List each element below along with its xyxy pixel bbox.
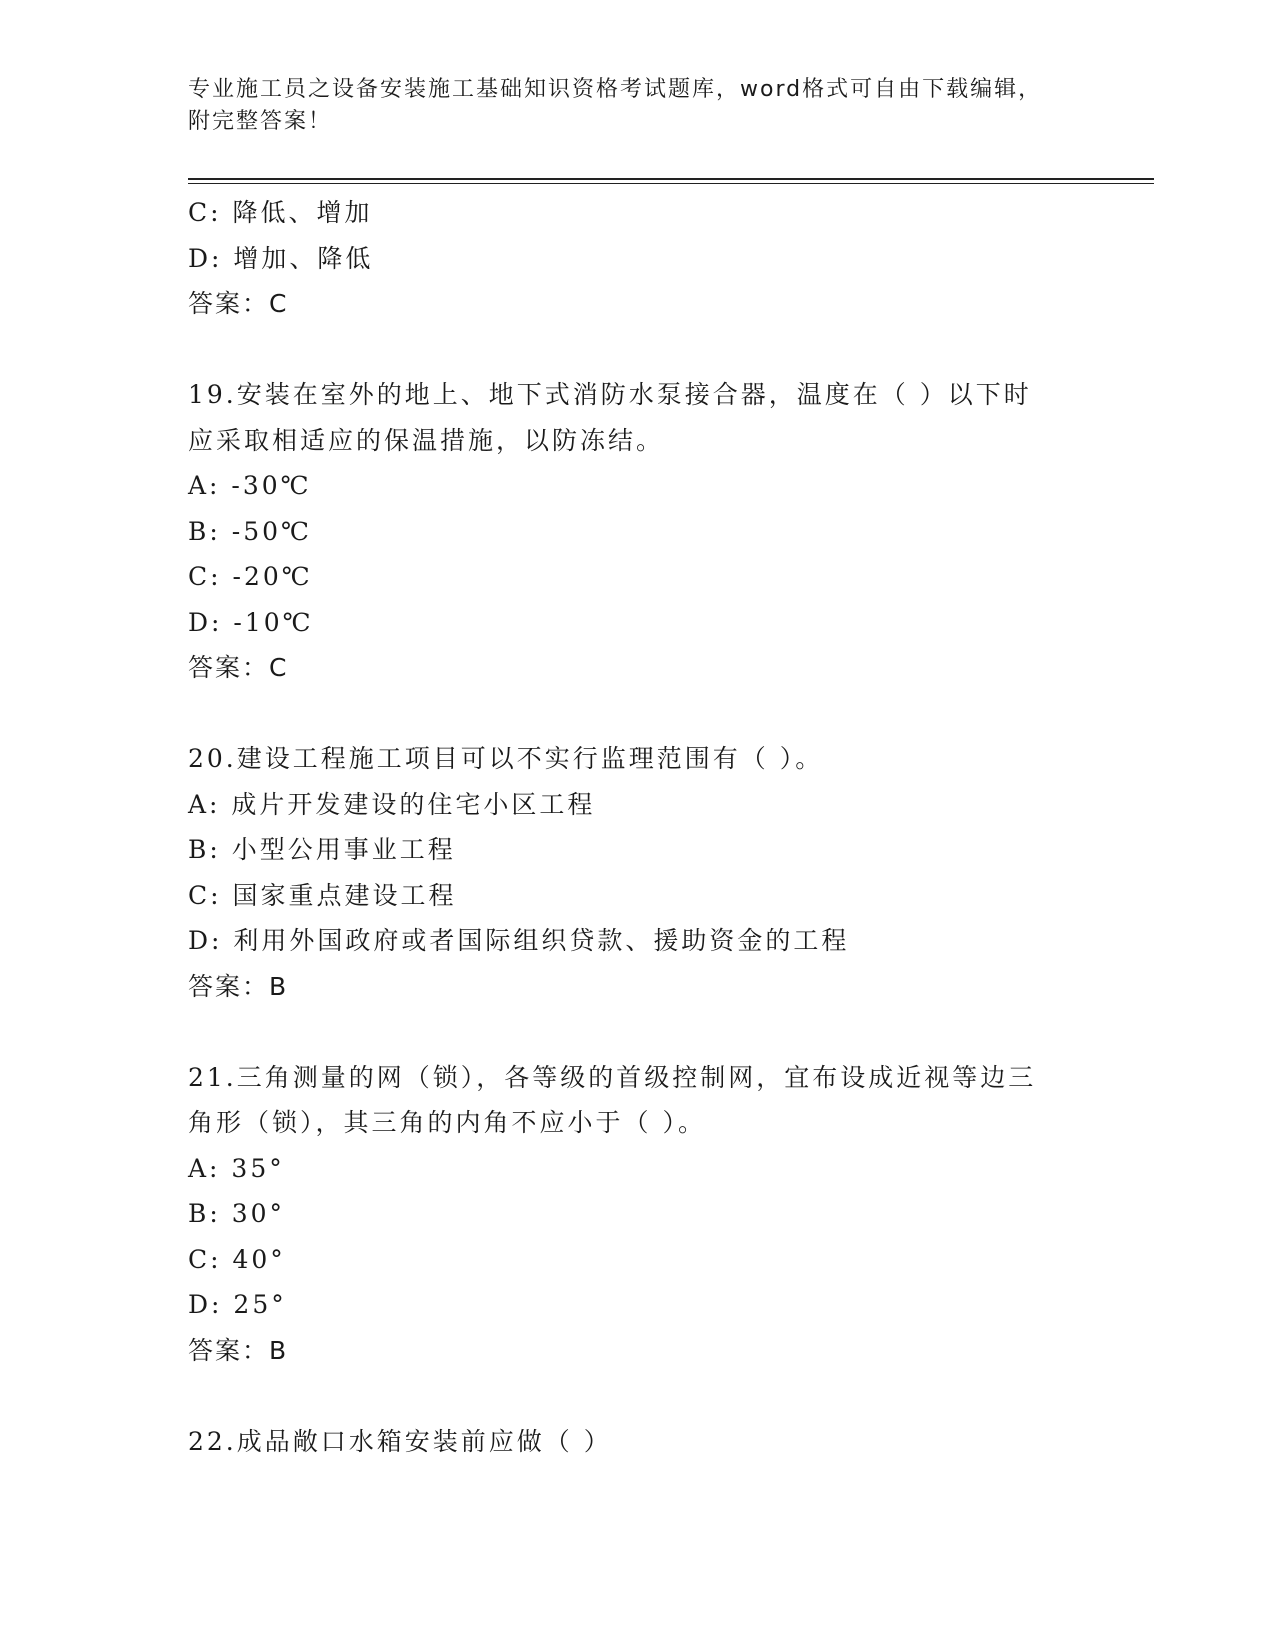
question-list: [188, 190, 1088, 1464]
option-b: B: -50℃: [188, 516, 312, 546]
page-header: [188, 74, 1068, 138]
header-line-1: 专业施工员之设备安装施工基础知识资格考试题库，word格式可自由下载编辑，: [188, 77, 1043, 102]
option-b: B: 30°: [188, 1199, 286, 1228]
question-20: [188, 736, 1088, 1009]
question-text-line: 20.建设工程施工项目可以不实行监理范围有（ ）。: [188, 744, 824, 773]
option-d: D: 增加、降低: [188, 243, 374, 273]
header-line-2: 附完整答案！: [188, 109, 333, 134]
option-c: C: 降低、增加: [188, 198, 373, 227]
question-text-line: 19.安装在室外的地上、地下式消防水泵接合器，温度在（ ）以下时: [188, 380, 1032, 409]
question-21: [188, 1055, 1088, 1374]
option-c: C: -20℃: [188, 562, 313, 591]
question-19: [188, 372, 1088, 691]
question-text-line: 应采取相适应的保温措施，以防冻结。: [188, 425, 665, 455]
option-c: C: 国家重点建设工程: [188, 880, 457, 910]
answer: 答案：C: [188, 653, 289, 682]
header-divider-thick: [188, 178, 1154, 180]
option-a: A: -30℃: [188, 471, 312, 500]
option-a: A: 成片开发建设的住宅小区工程: [188, 789, 596, 819]
question-text-line: 21.三角测量的网（锁），各等级的首级控制网，宜布设成近视等边三: [188, 1062, 1037, 1092]
option-c: C: 40°: [188, 1244, 286, 1274]
answer: 答案：B: [188, 971, 289, 1001]
option-d: D: 利用外国政府或者国际组织贷款、援助资金的工程: [188, 926, 850, 955]
question-text-line: 角形（锁），其三角的内角不应小于（ ）。: [188, 1108, 706, 1137]
option-d: D: 25°: [188, 1290, 287, 1319]
option-a: A: 35°: [188, 1153, 285, 1183]
header-divider-thin: [188, 183, 1154, 184]
question-18-continuation: [188, 190, 1088, 327]
question-text-line: 22.成品敞口水箱安装前应做（ ）: [188, 1426, 612, 1456]
option-b: B: 小型公用事业工程: [188, 835, 456, 864]
question-22: [188, 1419, 1088, 1465]
answer: 答案：C: [188, 289, 289, 318]
option-d: D: -10℃: [188, 607, 314, 637]
answer: 答案：B: [188, 1335, 289, 1365]
